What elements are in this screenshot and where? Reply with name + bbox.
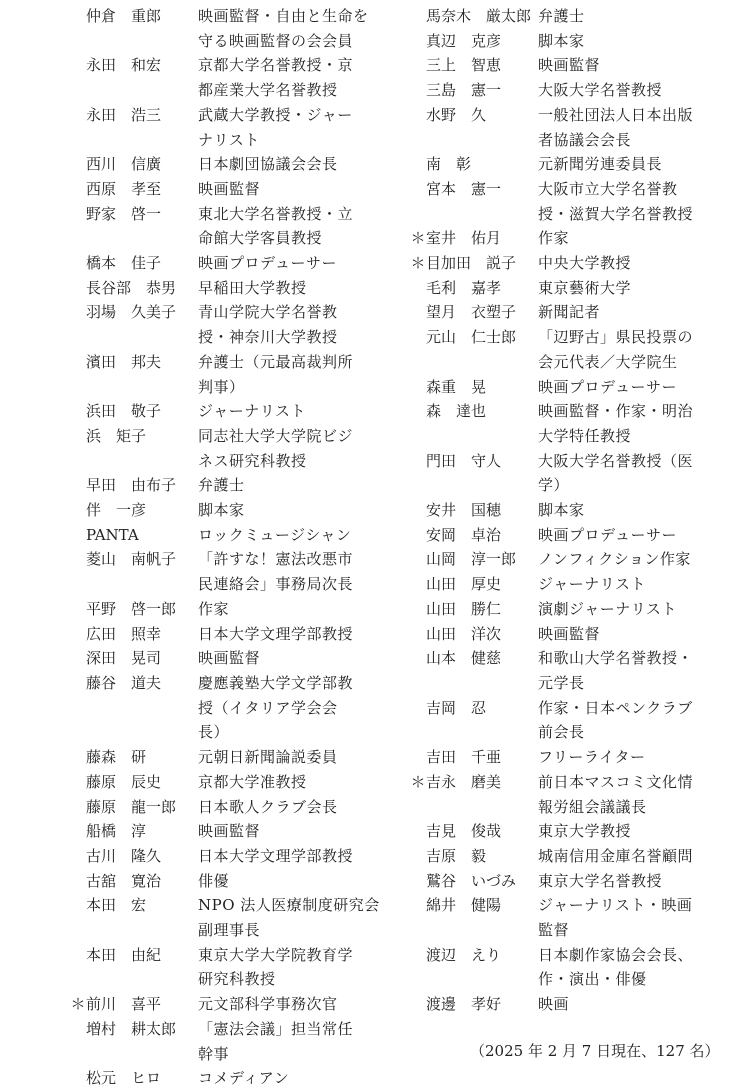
person-name: 深田 晃司 xyxy=(86,649,162,668)
asterisk-mark xyxy=(410,449,426,498)
list-item xyxy=(70,300,390,349)
list-item xyxy=(70,547,390,596)
list-item xyxy=(410,498,730,523)
list-item xyxy=(410,572,730,597)
asterisk-mark xyxy=(70,1017,86,1066)
asterisk-mark xyxy=(70,893,86,942)
asterisk-mark: ＊ xyxy=(410,229,426,248)
asterisk-mark xyxy=(70,770,86,795)
person-name: 毛利 嘉孝 xyxy=(426,278,502,297)
count-note: （2025 年 2 月 7 日現在、127 名） xyxy=(470,1042,720,1060)
list-item xyxy=(410,325,730,374)
asterisk-mark xyxy=(410,622,426,647)
person-role: 大阪大学名誉教授 xyxy=(538,81,663,100)
person-name: 藤原 龍一郎 xyxy=(86,797,177,816)
list-item xyxy=(70,103,390,152)
list-item xyxy=(70,1066,390,1091)
list-item xyxy=(70,276,390,301)
list-item xyxy=(70,251,390,276)
person-role: 慶應義塾大学文学部教 授（イタリア学会会 長） xyxy=(198,673,354,742)
asterisk-mark xyxy=(70,646,86,671)
person-name: 安岡 卓治 xyxy=(426,525,502,544)
person-role: 脚本家 xyxy=(538,31,585,50)
person-role: 東京大学名誉教授 xyxy=(538,871,663,890)
person-role: 映画プロデューサー xyxy=(198,254,338,273)
person-role: 日本劇団協議会会長 xyxy=(198,155,338,174)
person-name: 永田 浩三 xyxy=(86,105,162,124)
person-role: 弁護士 xyxy=(198,476,245,495)
person-name: 長谷部 恭男 xyxy=(86,278,177,297)
person-name: 水野 久 xyxy=(426,105,487,124)
person-name: 西原 孝至 xyxy=(86,179,162,198)
list-item xyxy=(410,869,730,894)
asterisk-mark xyxy=(410,29,426,54)
person-role: 映画監督 xyxy=(538,56,601,75)
list-item xyxy=(410,597,730,622)
person-name: 渡辺 えり xyxy=(426,945,502,964)
person-name: 綿井 健陽 xyxy=(426,896,502,915)
asterisk-mark xyxy=(410,992,426,1017)
person-role: ロックミュージシャン xyxy=(198,525,352,544)
person-name: 山岡 淳一郎 xyxy=(426,550,517,569)
asterisk-mark xyxy=(410,745,426,770)
asterisk-mark xyxy=(70,103,86,152)
person-name: 古舘 寛治 xyxy=(86,871,162,890)
person-name: 山田 勝仁 xyxy=(426,599,502,618)
asterisk-mark xyxy=(410,646,426,695)
person-name: 南 彰 xyxy=(426,155,472,174)
asterisk-mark xyxy=(410,375,426,400)
asterisk-mark xyxy=(410,869,426,894)
asterisk-mark: ＊ xyxy=(410,254,426,273)
asterisk-mark xyxy=(70,498,86,523)
list-item xyxy=(410,844,730,869)
asterisk-mark xyxy=(70,202,86,251)
asterisk-mark xyxy=(410,893,426,942)
person-name: 藤原 辰史 xyxy=(86,772,162,791)
list-item xyxy=(410,300,730,325)
person-role: 大阪市立大学名誉教 授・滋賀大学名誉教授 xyxy=(538,179,694,223)
asterisk-mark xyxy=(70,424,86,473)
person-role: 脚本家 xyxy=(198,501,245,520)
list-item xyxy=(410,523,730,548)
asterisk-mark xyxy=(410,53,426,78)
list-item xyxy=(70,1017,390,1066)
list-item xyxy=(410,53,730,78)
person-role: 作家 xyxy=(198,599,230,618)
person-name: 山田 洋次 xyxy=(426,624,502,643)
list-item xyxy=(70,770,390,795)
asterisk-mark xyxy=(410,325,426,374)
asterisk-mark xyxy=(410,943,426,992)
person-role: ジャーナリスト xyxy=(538,575,646,594)
asterisk-mark xyxy=(70,152,86,177)
person-name: 吉岡 忍 xyxy=(426,698,487,717)
asterisk-mark xyxy=(410,597,426,622)
list-item xyxy=(410,29,730,54)
person-name: 古川 隆久 xyxy=(86,846,162,865)
person-role: 俳優 xyxy=(198,871,230,890)
asterisk-mark xyxy=(410,103,426,152)
asterisk-mark xyxy=(410,696,426,745)
person-role: 映画 xyxy=(538,995,570,1014)
person-name: 西川 信廣 xyxy=(86,155,162,174)
asterisk-mark xyxy=(70,523,86,548)
person-role: 作家 xyxy=(538,229,570,248)
asterisk-mark xyxy=(410,78,426,103)
list-item xyxy=(70,152,390,177)
person-role: 日本歌人クラブ会長 xyxy=(198,797,338,816)
person-role: ジャーナリスト xyxy=(198,402,306,421)
person-role: 「辺野古」県民投票の 会元代表／大学院生 xyxy=(538,328,694,371)
asterisk-mark xyxy=(70,1066,86,1091)
list-item xyxy=(70,473,390,498)
list-item xyxy=(70,992,390,1017)
list-item xyxy=(410,152,730,177)
asterisk-mark xyxy=(410,399,426,448)
person-name: 橋本 佳子 xyxy=(86,254,162,273)
person-name: 室井 佑月 xyxy=(426,229,502,248)
person-role: 脚本家 xyxy=(538,501,585,520)
person-role: 演劇ジャーナリスト xyxy=(538,599,677,618)
list-item xyxy=(410,943,730,992)
person-name: 三島 憲一 xyxy=(426,81,502,100)
person-role: フリーライター xyxy=(538,748,646,767)
asterisk-mark xyxy=(70,622,86,647)
person-role: 映画プロデューサー xyxy=(538,525,678,544)
list-item xyxy=(70,646,390,671)
asterisk-mark xyxy=(410,152,426,177)
asterisk-mark xyxy=(70,745,86,770)
person-name: 吉見 俊哉 xyxy=(426,822,502,841)
asterisk-mark xyxy=(70,547,86,596)
list-item xyxy=(410,276,730,301)
person-name: 三上 智恵 xyxy=(426,56,502,75)
asterisk-mark xyxy=(70,251,86,276)
list-item xyxy=(410,399,730,448)
person-name: PANTA xyxy=(86,525,139,544)
list-item xyxy=(410,226,730,251)
person-role: 映画監督・自由と生命を 守る映画監督の会会員 xyxy=(198,7,369,50)
person-name: 森 達也 xyxy=(426,402,487,421)
list-item xyxy=(410,745,730,770)
list-item xyxy=(410,4,730,29)
asterisk-mark xyxy=(70,844,86,869)
person-role: 映画監督 xyxy=(198,822,261,841)
asterisk-mark xyxy=(70,276,86,301)
person-role: 映画プロデューサー xyxy=(538,377,678,396)
person-role: 映画監督 xyxy=(538,624,601,643)
list-item xyxy=(410,992,730,1017)
person-role: 映画監督 xyxy=(198,179,261,198)
person-name: 伴 一彦 xyxy=(86,501,147,520)
list-item xyxy=(70,844,390,869)
list-item xyxy=(70,869,390,894)
list-item xyxy=(70,795,390,820)
asterisk-mark xyxy=(70,350,86,399)
person-name: 菱山 南帆子 xyxy=(86,550,177,569)
person-name: 平野 啓一郎 xyxy=(86,599,177,618)
person-name: 浜田 敬子 xyxy=(86,402,162,421)
left-column xyxy=(70,4,390,1091)
person-role: 新聞記者 xyxy=(538,303,601,322)
asterisk-mark xyxy=(70,4,86,53)
person-name: 真辺 克彦 xyxy=(426,31,502,50)
person-name: 早田 由布子 xyxy=(86,476,177,495)
person-role: 和歌山大学名誉教授・ 元学長 xyxy=(538,649,694,692)
person-name: 吉原 毅 xyxy=(426,846,487,865)
list-item xyxy=(410,375,730,400)
asterisk-mark xyxy=(410,523,426,548)
person-role: 映画監督 xyxy=(198,649,261,668)
list-item xyxy=(70,399,390,424)
list-item xyxy=(410,893,730,942)
person-name: 門田 守人 xyxy=(426,451,502,470)
person-role: 同志社大学大学院ビジ ネス研究科教授 xyxy=(198,426,354,470)
list-item xyxy=(410,622,730,647)
person-name: 安井 国穂 xyxy=(426,501,502,520)
person-role: 京都大学准教授 xyxy=(198,772,307,791)
person-role: 弁護士 xyxy=(538,7,585,25)
person-role: 「許すな！憲法改悪市 民連絡会」事務局次長 xyxy=(198,550,354,594)
person-role: 日本劇作家協会会長、 作・演出・俳優 xyxy=(538,945,694,989)
asterisk-mark xyxy=(70,597,86,622)
person-role: 弁護士（元最高裁判所 判事） xyxy=(198,352,354,396)
list-item xyxy=(410,449,730,498)
person-name: 濱田 邦夫 xyxy=(86,352,162,371)
person-name: 前川 喜平 xyxy=(86,995,162,1014)
person-role: NPO 法人医療制度研究会 副理事長 xyxy=(198,896,380,940)
person-name: 仲倉 重郎 xyxy=(86,7,162,25)
asterisk-mark xyxy=(70,473,86,498)
asterisk-mark xyxy=(410,4,426,29)
asterisk-mark xyxy=(70,53,86,102)
person-name: 浜 矩子 xyxy=(86,426,147,445)
person-role: ジャーナリスト・映画 監督 xyxy=(538,896,693,940)
list-item xyxy=(70,671,390,745)
asterisk-mark: ＊ xyxy=(70,995,86,1014)
person-name: 渡邊 孝好 xyxy=(426,995,502,1014)
person-name: 船橋 淳 xyxy=(86,822,147,841)
person-name: 鷲谷 いづみ xyxy=(426,871,517,890)
person-role: 「憲法会議」担当常任 幹事 xyxy=(198,1019,354,1063)
person-name: 目加田 説子 xyxy=(426,254,517,273)
asterisk-mark: ＊ xyxy=(410,772,426,791)
asterisk-mark xyxy=(70,869,86,894)
person-name: 本田 宏 xyxy=(86,896,147,915)
person-role: 早稲田大学教授 xyxy=(198,278,307,297)
person-role: 一般社団法人日本出版 者協議会会長 xyxy=(538,105,694,149)
person-name: 本田 由紀 xyxy=(86,945,162,964)
asterisk-mark xyxy=(410,300,426,325)
list-item xyxy=(410,78,730,103)
asterisk-mark xyxy=(70,819,86,844)
person-role: 作家・日本ペンクラブ 前会長 xyxy=(538,698,693,742)
list-item xyxy=(70,523,390,548)
list-item xyxy=(410,547,730,572)
asterisk-mark xyxy=(70,399,86,424)
asterisk-mark xyxy=(410,498,426,523)
person-name: 馬奈木 厳太郎 xyxy=(426,7,532,25)
person-role: 日本大学文理学部教授 xyxy=(198,846,354,865)
person-name: 羽場 久美子 xyxy=(86,303,177,322)
person-role: 東京藝術大学 xyxy=(538,278,632,297)
asterisk-mark xyxy=(70,300,86,349)
person-role: 映画監督・作家・明治 大学特任教授 xyxy=(538,402,694,445)
asterisk-mark xyxy=(410,819,426,844)
asterisk-mark xyxy=(70,671,86,745)
person-role: 日本大学文理学部教授 xyxy=(198,624,354,643)
person-name: 松元 ヒロ xyxy=(86,1069,162,1088)
list-item xyxy=(70,745,390,770)
asterisk-mark xyxy=(70,177,86,202)
list-item xyxy=(70,350,390,399)
list-item xyxy=(410,770,730,819)
person-role: 東京大学大学院教育学 研究科教授 xyxy=(198,945,354,989)
asterisk-mark xyxy=(70,943,86,992)
list-item xyxy=(410,696,730,745)
list-item xyxy=(70,424,390,473)
list-item xyxy=(70,819,390,844)
list-item xyxy=(70,498,390,523)
right-column xyxy=(410,4,730,1017)
person-role: 元朝日新聞論説委員 xyxy=(198,748,338,767)
asterisk-mark xyxy=(70,795,86,820)
asterisk-mark xyxy=(410,547,426,572)
asterisk-mark xyxy=(410,572,426,597)
person-name: 藤谷 道夫 xyxy=(86,673,162,692)
person-role: 東京大学教授 xyxy=(538,822,632,841)
person-name: 藤森 研 xyxy=(86,748,147,767)
person-role: 元新聞労連委員長 xyxy=(538,155,663,174)
list-item xyxy=(70,202,390,251)
person-name: 望月 衣塑子 xyxy=(426,303,517,322)
list-item xyxy=(410,646,730,695)
list-item xyxy=(410,177,730,226)
person-name: 吉永 磨美 xyxy=(426,772,502,791)
person-name: 山本 健慈 xyxy=(426,649,502,668)
person-role: 中央大学教授 xyxy=(538,254,632,273)
list-item xyxy=(410,251,730,276)
list-item xyxy=(70,177,390,202)
asterisk-mark xyxy=(410,177,426,226)
list-item xyxy=(70,943,390,992)
person-name: 増村 耕太郎 xyxy=(86,1019,177,1038)
person-role: 城南信用金庫名誉顧問 xyxy=(538,846,694,865)
person-name: 山田 厚史 xyxy=(426,575,502,594)
person-name: 永田 和宏 xyxy=(86,56,162,75)
person-role: 武蔵大学教授・ジャー ナリスト xyxy=(198,105,353,149)
list-item xyxy=(70,4,390,53)
person-role: 元文部科学事務次官 xyxy=(198,995,338,1014)
person-role: 京都大学名誉教授・京 都産業大学名誉教授 xyxy=(198,56,354,100)
person-role: 前日本マスコミ文化情 報労組会議議長 xyxy=(538,772,694,816)
person-name: 森重 晃 xyxy=(426,377,487,396)
asterisk-mark xyxy=(410,276,426,301)
person-name: 吉田 千亜 xyxy=(426,748,502,767)
person-name: 宮本 憲一 xyxy=(426,179,502,198)
list-item xyxy=(70,893,390,942)
asterisk-mark xyxy=(410,844,426,869)
list-item xyxy=(70,622,390,647)
person-role: 大阪大学名誉教授（医 学） xyxy=(538,451,694,495)
person-role: コメディアン xyxy=(198,1069,290,1088)
list-item xyxy=(410,103,730,152)
person-role: 青山学院大学名誉教 授・神奈川大学教授 xyxy=(198,303,338,347)
person-name: 野家 啓一 xyxy=(86,204,162,223)
person-role: 東北大学名誉教授・立 命館大学客員教授 xyxy=(198,204,354,248)
person-role: ノンフィクション作家 xyxy=(538,550,691,569)
list-item xyxy=(70,597,390,622)
person-name: 広田 照幸 xyxy=(86,624,162,643)
list-item xyxy=(410,819,730,844)
person-name: 元山 仁士郎 xyxy=(426,328,517,347)
list-item xyxy=(70,53,390,102)
